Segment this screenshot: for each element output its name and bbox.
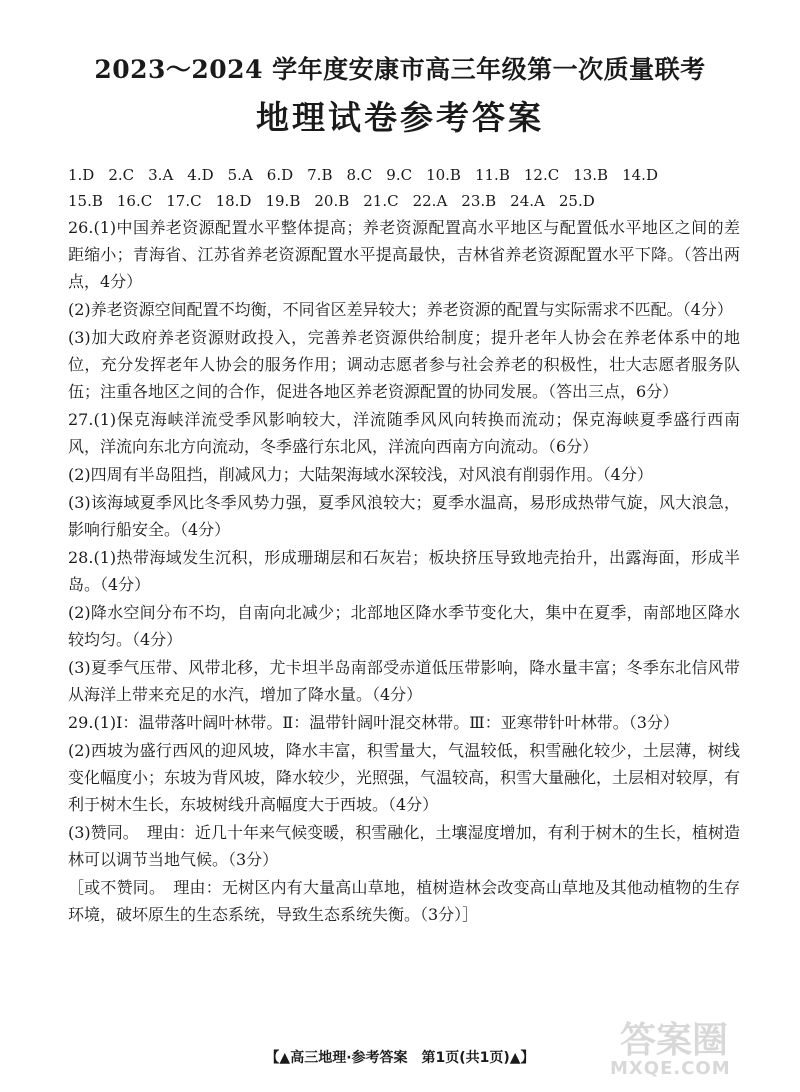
q29-part3-alternative: ［或不赞同。 理由：无树区内有大量高山草地，植树造林会改变高山草地及其他动植物的生存环境，破坏原生的生态系统，导致生态系统失衡。（3分）］ xyxy=(68,878,740,924)
choice-answer: 10.B xyxy=(426,166,461,184)
answer-content xyxy=(68,214,740,929)
choice-answer: 3.A xyxy=(148,166,174,184)
choice-answer: 4.D xyxy=(187,166,214,184)
choice-answers-line-2 xyxy=(68,188,748,214)
q29-part1: 29.(1)Ⅰ：温带落叶阔叶林带。Ⅱ：温带针阔叶混交林带。Ⅲ：亚寒带针叶林带。（3分） xyxy=(68,713,679,732)
watermark-text-en: MXQE.COM xyxy=(610,1058,731,1079)
choice-answer: 1.D xyxy=(68,166,95,184)
choice-answer: 21.C xyxy=(363,192,399,210)
q27-part2: (2)四周有半岛阻挡，削减风力；大陆架海域水深较浅，对风浪有削弱作用。（4分） xyxy=(68,465,653,484)
choice-answer: 24.A xyxy=(510,192,545,210)
q27-part3: (3)该海域夏季风比冬季风势力强，夏季风浪较大；夏季水温高，易形成热带气旋，风大浪急，影响行船安全。（4分） xyxy=(68,493,740,539)
q29-part2: (2)西坡为盛行西风的迎风坡，降水丰富，积雪量大，气温较低，积雪融化较少，土层薄，树线变化幅度小；东坡为背风坡，降水较少，光照强，气温较高，积雪大量融化，土层相对较厚，有利于树木生长，东坡树线升高幅度大于西坡。（4分） xyxy=(68,741,741,814)
choice-answer: 18.D xyxy=(215,192,252,210)
choice-answer: 11.B xyxy=(474,166,510,184)
choice-answer: 9.C xyxy=(386,166,413,184)
choice-answer: 23.B xyxy=(461,192,497,210)
choice-answer: 20.B xyxy=(314,192,350,210)
choice-answer: 7.B xyxy=(307,166,333,184)
q26-part3: (3)加大政府养老资源财政投入，完善养老资源供给制度；提升老年人协会在养老体系中的地位，充分发挥老年人协会的服务作用；调动志愿者参与社会养老的积极性，壮大志愿者服务队伍；注重各地区之间的合作，促进各地区养老资源配置的协同发展。（答出三点，6分） xyxy=(68,328,740,401)
choice-answer: 13.B xyxy=(573,166,609,184)
choice-answer: 6.D xyxy=(266,166,294,184)
document-title: 地理试卷参考答案 xyxy=(256,98,544,137)
page-footer: 【▲高三地理·参考答案 第1页(共1页)▲】 xyxy=(265,1050,535,1066)
q28-part1: 28.(1)热带海域发生沉积，形成珊瑚层和石灰岩；板块挤压导致地壳抬升，出露海面，形成半岛。（4分） xyxy=(68,548,740,594)
choice-answers-line-1 xyxy=(68,162,748,188)
exam-title: 2023～2024 学年度安康市高三年级第一次质量联考 xyxy=(94,55,706,84)
choice-answer: 2.C xyxy=(108,166,135,184)
choice-answer: 22.A xyxy=(412,192,448,210)
choice-answer: 8.C xyxy=(346,166,373,184)
choice-answer: 17.C xyxy=(166,192,202,210)
choice-answer: 12.C xyxy=(523,166,560,184)
q26-part1: 26.(1)中国养老资源配置水平整体提高；养老资源配置高水平地区与配置低水平地区之间的差距缩小；青海省、江苏省养老资源配置水平提高最快，吉林省养老资源配置水平下降。（答出两点，4分） xyxy=(68,218,740,291)
choice-answer: 16.C xyxy=(116,192,153,210)
site-watermark xyxy=(590,1010,780,1080)
choice-answer: 15.B xyxy=(68,192,103,210)
choice-answer: 5.A xyxy=(227,166,253,184)
q28-part2: (2)降水空间分布不均，自南向北减少；北部地区降水季节变化大，集中在夏季，南部地区降水较均匀。（4分） xyxy=(68,603,740,649)
choice-answer: 25.D xyxy=(558,192,595,210)
q29-part3: (3)赞同。 理由：近几十年来气候变暖，积雪融化，土壤湿度增加，有利于树木的生长，植树造林可以调节当地气候。（3分） xyxy=(68,823,740,869)
choice-answers xyxy=(68,162,748,214)
q28-part3: (3)夏季气压带、风带北移，尤卡坦半岛南部受赤道低压带影响，降水量丰富；冬季东北信风带从海洋上带来充足的水汽，增加了降水量。（4分） xyxy=(68,658,740,704)
choice-answer: 19.B xyxy=(265,192,301,210)
q27-part1: 27.(1)保克海峡洋流受季风影响较大，洋流随季风风向转换而流动；保克海峡夏季盛行西南风，洋流向东北方向流动，冬季盛行东北风，洋流向西南方向流动。（6分） xyxy=(68,410,740,456)
watermark-text-cn: 答案圈 xyxy=(620,1020,729,1061)
q26-part2: (2)养老资源空间配置不均衡，不同省区差异较大；养老资源的配置与实际需求不匹配。（4分） xyxy=(68,300,733,319)
choice-answer: 14.D xyxy=(622,166,658,184)
